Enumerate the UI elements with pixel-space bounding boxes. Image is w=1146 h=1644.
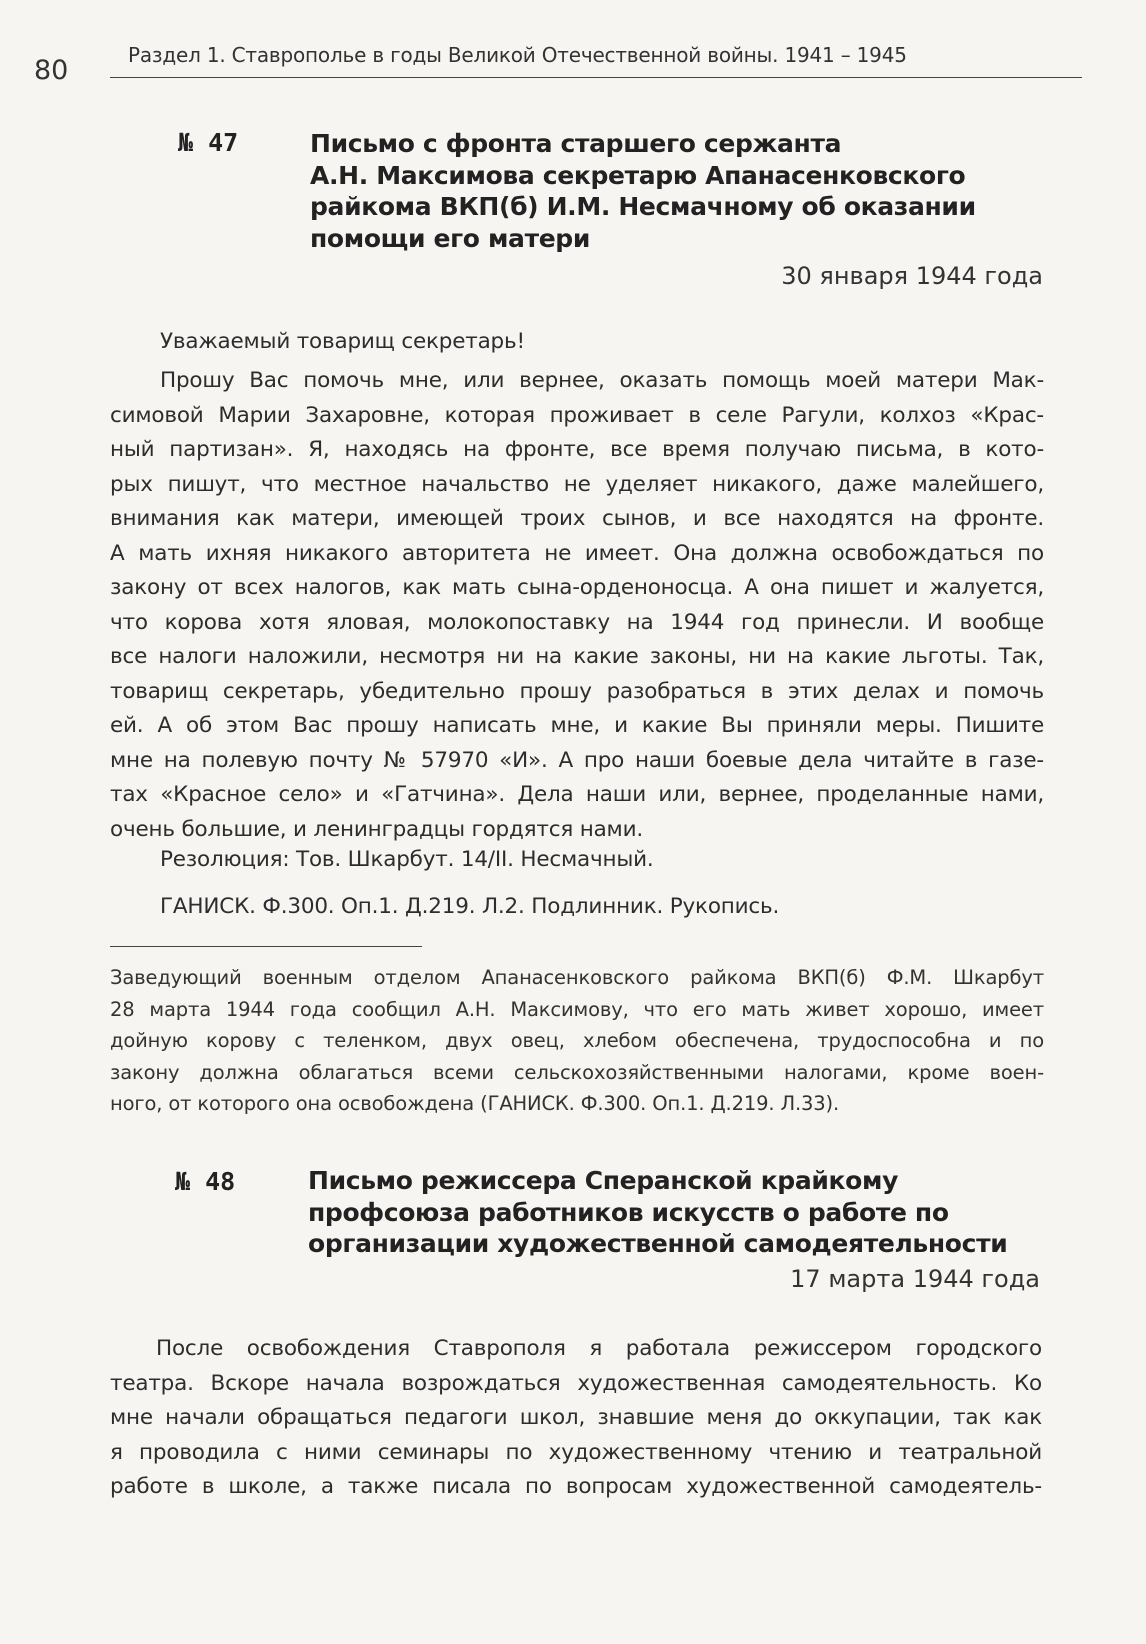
body-line: я проводила с ними семинары по художественному чтению и театральной bbox=[110, 1439, 1042, 1465]
doc-47-body bbox=[110, 364, 1044, 847]
body-line: мне начали обращаться педагоги школ, знавшие меня до оккупации, так как bbox=[110, 1405, 1042, 1430]
title-line: Письмо режиссера Сперанской крайкому bbox=[308, 1166, 899, 1195]
body-line: что корова хотя яловая, молокопоставку на 1944 год принесли. И вообще bbox=[110, 609, 1044, 635]
doc-48-date: 17 марта 1944 года bbox=[790, 1265, 1040, 1293]
body-line: После освобождения Ставрополя я работала режиссером городского bbox=[156, 1336, 1042, 1361]
footnote-rule bbox=[110, 946, 422, 947]
title-line: организации художественной самодеятельности bbox=[308, 1229, 1008, 1258]
body-line: ный партизан». Я, находясь на фронте, все время получаю письма, в кото- bbox=[110, 437, 1044, 462]
doc-47-footnote bbox=[110, 962, 1044, 1120]
body-line: работе в школе, а также писала по вопросам художественной самодеятель- bbox=[110, 1474, 1042, 1499]
title-line: помощи его матери bbox=[310, 223, 591, 253]
salutation: Уважаемый товарищ секретарь! bbox=[160, 329, 525, 354]
body-line: внимания как матери, имеющей троих сынов, и все находятся на фронте. bbox=[110, 506, 1044, 531]
body-line: А мать ихняя никакого авторитета не имеет. Она должна освобождаться по bbox=[110, 540, 1044, 566]
doc-47-number: № 47 bbox=[178, 128, 239, 157]
header-rule bbox=[110, 77, 1082, 78]
body-line: закону от всех налогов, как мать сына-орденоносца. А она пишет и жалуется, bbox=[110, 575, 1044, 600]
title-line: райкома ВКП(б) И.М. Несмачному об оказании bbox=[310, 192, 976, 221]
footnote-line: 28 марта 1944 года сообщил А.Н. Максимову, что его мать живет хорошо, имеет bbox=[110, 997, 1044, 1021]
running-header: Раздел 1. Ставрополье в годы Великой Отечественной войны. 1941 – 1945 bbox=[128, 43, 907, 67]
doc-48-title bbox=[308, 1165, 1007, 1260]
doc-48-number: № 48 bbox=[175, 1167, 236, 1196]
body-line: рых пишут, что местное начальство не уделяет никакого, даже малейшего, bbox=[110, 471, 1044, 497]
doc-47-date: 30 января 1944 года bbox=[781, 262, 1043, 290]
doc-48-body bbox=[110, 1332, 1042, 1505]
body-line: Прошу Вас помочь мне, или вернее, оказать помощь моей матери Мак- bbox=[160, 368, 1044, 393]
footnote-line: Заведующий военным отделом Апанасенковского райкома ВКП(б) Ф.М. Шкарбут bbox=[110, 966, 1044, 989]
body-line: ей. А об этом Вас прошу написать мне, и какие Вы приняли меры. Пишите bbox=[110, 713, 1044, 738]
footnote-line: дойную корову с теленком, двух овец, хлебом обеспечена, трудоспособна и по bbox=[110, 1029, 1044, 1052]
page-number: 80 bbox=[34, 55, 69, 86]
title-line: профсоюза работников искусств о работе по bbox=[308, 1197, 949, 1227]
archive-reference: ГАНИСК. Ф.300. Оп.1. Д.219. Л.2. Подлинник. Рукопись. bbox=[160, 894, 780, 919]
body-line: все налоги наложили, несмотря ни на какие законы, ни на какие льготы. Так, bbox=[110, 644, 1044, 669]
title-line: А.Н. Максимова секретарю Апанасенковского bbox=[310, 160, 966, 190]
body-line: тах «Красное село» и «Гатчина». Дела наши или, вернее, проделанные нами, bbox=[110, 782, 1044, 807]
footnote-line: ного, от которого она освобождена (ГАНИСК. Ф.300. Оп.1. Д.219. Л.33). bbox=[110, 1092, 840, 1115]
body-line: симовой Марии Захаровне, которая проживает в селе Рагули, колхоз «Крас- bbox=[110, 402, 1044, 428]
title-line: Письмо с фронта старшего сержанта bbox=[310, 129, 842, 158]
body-line: мне на полевую почту № 57970 «И». А про наши боевые дела читайте в газе- bbox=[110, 747, 1044, 773]
body-line: театра. Вскоре начала возрождаться художественная самодеятельность. Ко bbox=[110, 1370, 1042, 1396]
doc-47-title bbox=[310, 128, 976, 254]
resolution: Резолюция: Тов. Шкарбут. 14/II. Несмачный. bbox=[160, 847, 654, 872]
body-line: товарищ секретарь, убедительно прошу разобраться в этих делах и помочь bbox=[110, 678, 1044, 704]
footnote-line: закону должна облагаться всеми сельскохозяйственными налогами, кроме воен- bbox=[110, 1060, 1044, 1084]
body-line: очень большие, и ленинградцы гордятся нами. bbox=[110, 816, 643, 842]
